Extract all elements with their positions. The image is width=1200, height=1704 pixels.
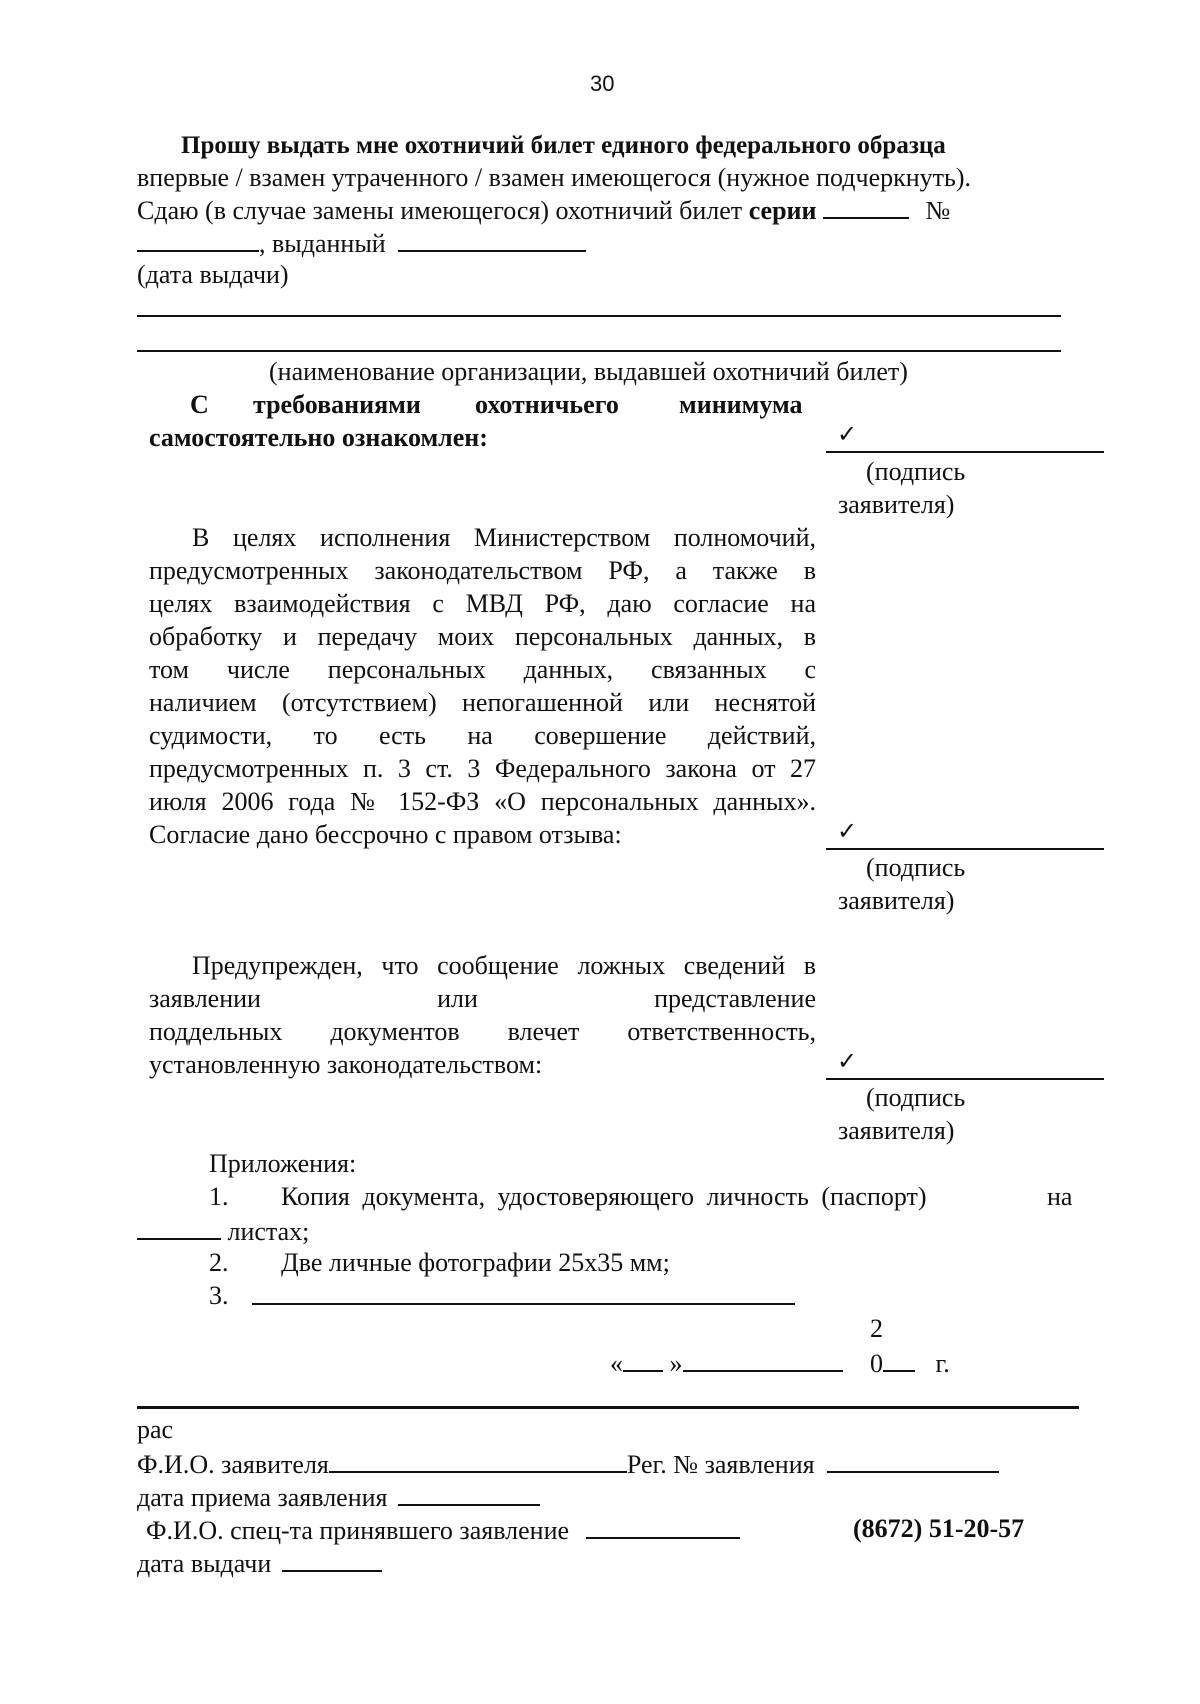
- consent-last-line: Согласие дано бессрочно с правом отзыва:: [149, 820, 622, 849]
- signature-caption-2a: (подпись: [866, 853, 966, 882]
- minimum-word-2: требованиями: [253, 390, 421, 419]
- date-caption: (дата выдачи): [137, 260, 289, 289]
- footer-received-row: [137, 1480, 540, 1514]
- fio-label: Ф.И.О. заявителя: [137, 1450, 329, 1479]
- checkmark-icon: ✓: [837, 817, 858, 845]
- issued-label: , выданный: [259, 229, 386, 258]
- consent-line-3: целях взаимодействия с МВД РФ, даю согласие на: [149, 589, 816, 618]
- consent-line-8: предусмотренных п. 3 ст. 3 Федерального закона от 27: [149, 754, 816, 783]
- attachment-2-text: Две личные фотографии 25х35 мм;: [281, 1248, 670, 1277]
- fio-field[interactable]: [329, 1447, 627, 1473]
- attachment-1-cont: [137, 1214, 309, 1248]
- footer-fio-row: [137, 1447, 999, 1481]
- series-label: серии: [748, 196, 817, 225]
- issue-date-footer-field[interactable]: [282, 1546, 382, 1572]
- request-title: Прошу выдать мне охотничий билет единого федерального образца: [181, 132, 946, 159]
- reg-number-field[interactable]: [827, 1447, 999, 1473]
- close-quote: »: [669, 1349, 683, 1378]
- issued-by-field[interactable]: [398, 226, 586, 252]
- org-name-line-2[interactable]: [137, 350, 1061, 352]
- year-field[interactable]: [883, 1346, 915, 1372]
- page-number: 30: [590, 71, 615, 96]
- warning-line-2: заявлении или представление: [149, 984, 816, 1013]
- consent-line-6: наличием (отсутствием) непогашенной или неснятой: [149, 688, 816, 717]
- consent-line-9: июля 2006 года № 152-ФЗ «О персональных данных».: [149, 787, 816, 816]
- month-field[interactable]: [683, 1346, 843, 1372]
- year-zero: 0: [870, 1349, 883, 1378]
- org-name-line-1[interactable]: [137, 315, 1061, 317]
- signature-caption-1b: заявителя): [838, 490, 955, 519]
- minimum-c: С: [190, 390, 209, 419]
- received-date-field[interactable]: [398, 1480, 540, 1506]
- request-line1: впервые / взамен утраченного / взамен имеющегося (нужное подчеркнуть).: [137, 163, 972, 192]
- signature-line-3[interactable]: [826, 1078, 1104, 1080]
- warning-line-3: поддельных документов влечет ответственность,: [149, 1017, 816, 1046]
- footer-spec-row: [146, 1513, 740, 1547]
- reg-label: Рег. № заявления: [626, 1450, 815, 1479]
- footer-issue-row: [137, 1546, 382, 1580]
- consent-line-1: В целях исполнения Министерством полномочий,: [192, 523, 816, 552]
- spec-label: Ф.И.О. спец-та принявшего заявление: [146, 1516, 570, 1545]
- warning-last-line: установленную законодательством:: [149, 1050, 543, 1079]
- signature-caption-3a: (подпись: [866, 1083, 966, 1112]
- checkmark-icon: ✓: [837, 420, 858, 448]
- footer-divider: [137, 1406, 1079, 1409]
- phone-number: (8672) 51-20-57: [853, 1514, 1025, 1543]
- attachment-3-number: 3.: [209, 1281, 229, 1310]
- signature-caption-3b: заявителя): [838, 1116, 955, 1145]
- year-field-group: [870, 1346, 950, 1380]
- request-line2-text: Сдаю (в случае замены имеющегося) охотничий билет: [137, 196, 749, 225]
- consent-line-2: предусмотренных законодательством РФ, а также в: [149, 556, 816, 585]
- issue-date-field[interactable]: [137, 226, 259, 252]
- day-field[interactable]: [623, 1346, 663, 1372]
- signature-caption-1a: (подпись: [866, 457, 966, 486]
- attachment-1-on: на: [1047, 1182, 1073, 1211]
- date-line: [610, 1346, 843, 1380]
- consent-line-7: судимости, то есть на совершение действий,: [149, 721, 816, 750]
- request-line2: [137, 193, 950, 227]
- signature-caption-2b: заявителя): [838, 886, 955, 915]
- received-label: дата приема заявления: [137, 1483, 388, 1512]
- year-suffix: г.: [935, 1349, 950, 1378]
- minimum-word-3: охотничьего: [475, 390, 619, 419]
- attachment-2-number: 2.: [209, 1248, 229, 1277]
- spec-field[interactable]: [586, 1513, 740, 1539]
- attachment-1-number: 1.: [209, 1182, 229, 1211]
- attachments-heading: Приложения:: [209, 1149, 357, 1178]
- minimum-line2: самостоятельно ознакомлен:: [149, 423, 488, 452]
- org-caption: (наименование организации, выдавшей охотничий билет): [269, 357, 908, 386]
- number-label: №: [925, 196, 951, 225]
- checkmark-icon: ✓: [837, 1047, 858, 1075]
- signature-line-1[interactable]: [826, 451, 1104, 453]
- consent-line-5: том числе персональных данных, связанных с: [149, 655, 816, 684]
- consent-line-4: обработку и передачу моих персональных данных, в: [149, 622, 816, 651]
- warning-line-1: Предупрежден, что сообщение ложных сведений в: [192, 951, 816, 980]
- open-quote: «: [610, 1349, 623, 1378]
- year-prefix-2: 2: [870, 1314, 883, 1343]
- sheets-count-field[interactable]: [137, 1214, 221, 1240]
- attachment-1-sheets: листах;: [227, 1217, 310, 1246]
- attachment-3-field[interactable]: [252, 1303, 795, 1305]
- signature-line-2[interactable]: [826, 848, 1104, 850]
- footer-ras: рас: [137, 1415, 174, 1444]
- attachment-1-text: Копия документа, удостоверяющего личность (паспорт): [281, 1182, 927, 1211]
- minimum-word-4: минимума: [679, 390, 803, 419]
- series-field[interactable]: [823, 193, 909, 219]
- request-line3: [137, 226, 586, 260]
- issue-label: дата выдачи: [137, 1549, 272, 1578]
